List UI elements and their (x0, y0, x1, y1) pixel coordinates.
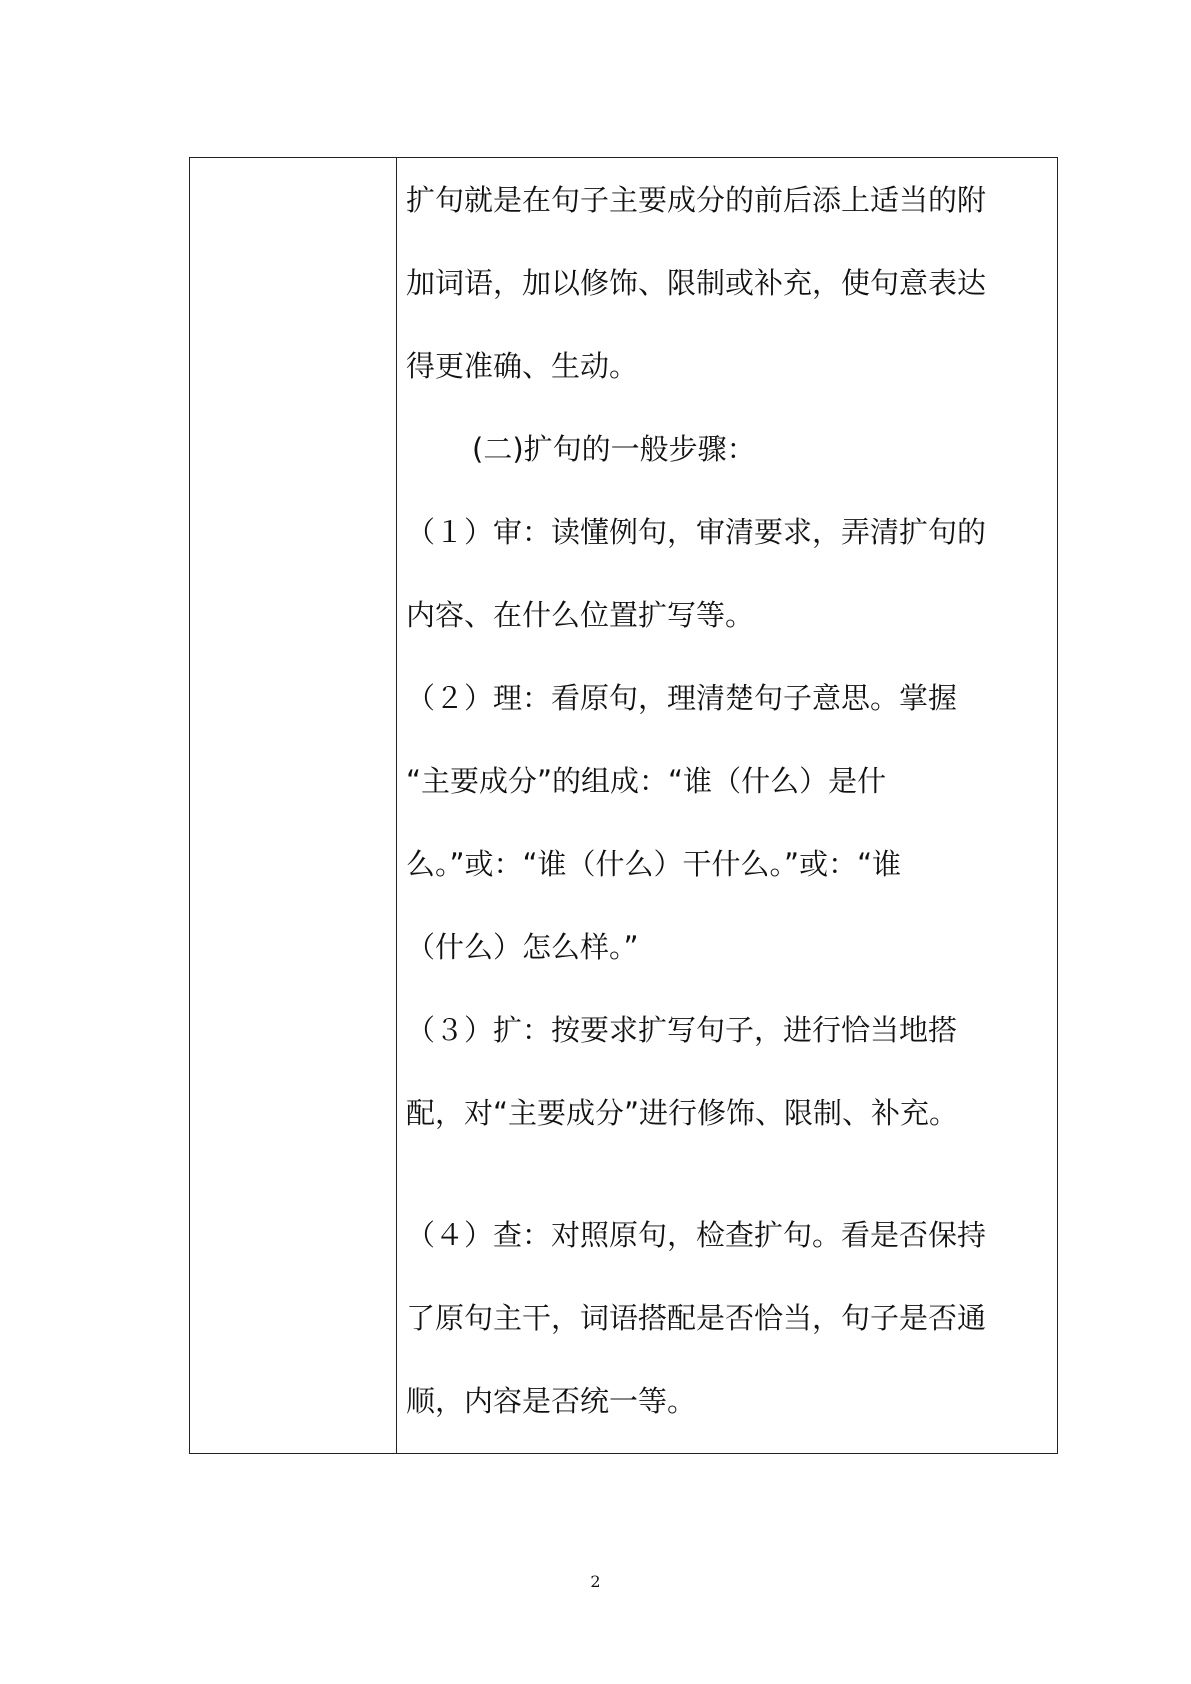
text-line: 加词语，加以修饰、限制或补充，使句意表达 (406, 266, 987, 300)
text-line: 内容、在什么位置扩写等。 (406, 598, 755, 632)
table-column-divider (396, 158, 397, 1453)
text-line: （１）审：读懂例句，审清要求，弄清扩句的 (406, 515, 987, 549)
text-line: “主要成分”的组成：“谁（什么）是什 (406, 764, 887, 798)
section-heading: (二)扩句的一般步骤： (472, 432, 756, 466)
text-line: 顺，内容是否统一等。 (406, 1384, 697, 1418)
text-line: （２）理：看原句，理清楚句子意思。掌握 (406, 681, 958, 715)
text-line: （什么）怎么样。” (406, 930, 639, 964)
text-line: 了原句主干，词语搭配是否恰当，句子是否通 (406, 1301, 987, 1335)
page-number: 2 (590, 1572, 601, 1591)
text-line: 配，对“主要成分”进行修饰、限制、补充。 (406, 1096, 959, 1130)
text-line: 得更准确、生动。 (406, 349, 639, 383)
text-line: 么。”或：“谁（什么）干什么。”或：“谁 (406, 847, 902, 881)
text-line: （３）扩：按要求扩写句子，进行恰当地搭 (406, 1013, 958, 1047)
table-left-cell (190, 158, 396, 1453)
text-line: （４）查：对照原句，检查扩句。看是否保持 (406, 1218, 987, 1252)
text-line: 扩句就是在句子主要成分的前后添上适当的附 (406, 183, 987, 217)
